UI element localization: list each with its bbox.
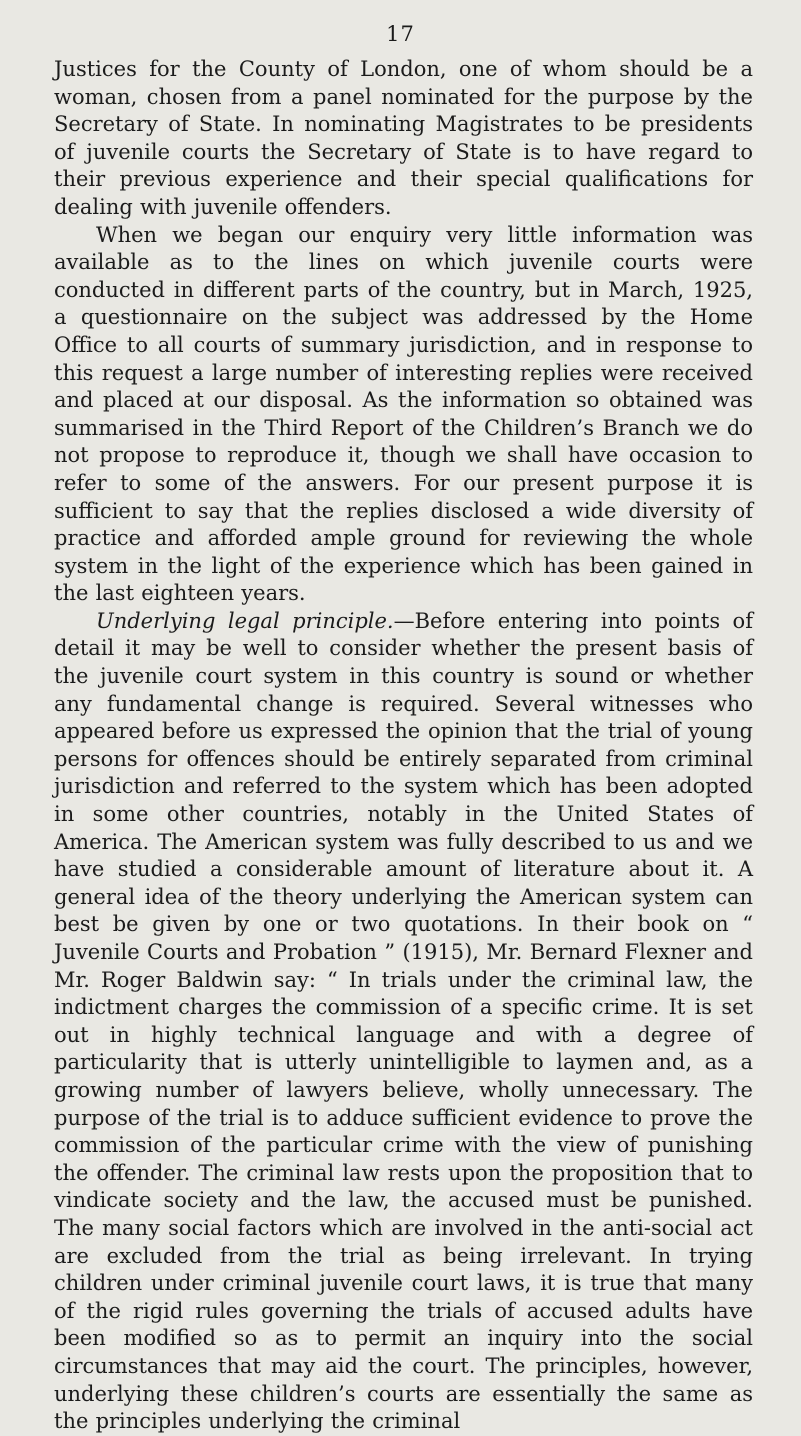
paragraph-enquiry-questionnaire: When we began our enquiry very little information was available as to the lines on which juvenile courts were conducted in different parts of the country, but in March, 1925, a questionnaire on the subject was addressed by the Home Office to all courts of summary jurisdiction, and in response to this request a large number of interesting replies were received and placed at our disposal. As the information so obtained was summarised in the Third Report of the Children’s Branch we do not propose to reproduce it, though we shall have occasion to refer to some of the answers. For our present purpose it is sufficient to say that the replies disclosed a wide diversity of practice and afforded ample ground for reviewing the whole system in the light of the experience which has been gained in the last eighteen years. [54, 222, 753, 606]
paragraph-body: —Before entering into points of detail it may be well to consider whether the present basis of the juvenile court system in this country is sound or whether any fundamental change is required. Several witnesses who appeared before us expressed the opinion that the trial of young persons for offences should be entirely separated from criminal jurisdiction and referred to the system which has been adopted in some other countries, notably in the United States of America. The American system was fully described to us and we have studied a considerable amount of literature about it. A general idea of the theory underlying the American system can best be given by one or two quotations. In their book on “ Juvenile Courts and Probation ” (1915), Mr. Bernard Flexner and Mr. Roger Baldwin say: “ In trials under the criminal law, the indictment charges the commission of a specific crime. It is set out in highly technical language and with a degree of particularity that is utterly unintelligible to laymen and, as a growing number of lawyers believe, wholly unnecessary. The purpose of the trial is to adduce sufficient evidence to prove the commission of the particular crime with the view of punishing the offender. The criminal law rests upon the proposition that to vindicate society and the law, the accused must be punished. The many social factors which are involved in the anti-social act are excluded from the trial as being irrelevant. In trying children under criminal juvenile court laws, it is true that many of the rigid rules governing the trials of accused adults have been modified so as to permit an inquiry into the social circumstances that may aid the court. The principles, however, underlying these children’s courts are essentially the same as the principles underlying the criminal [54, 608, 753, 1434]
page-number: 17 [386, 22, 415, 46]
section-heading: Underlying legal principle. [96, 608, 394, 633]
paragraph-appointment-of-justices: Justices for the County of London, one of whom should be a woman, chosen from a panel nominated for the purpose by the Secretary of State. In nominating Magistrates to be presidents of juvenile courts the Secretary of State is to have regard to their previous experience and their special qualifications for dealing with juvenile offenders. [54, 57, 753, 219]
paragraph-underlying-legal-principle [54, 608, 753, 1436]
